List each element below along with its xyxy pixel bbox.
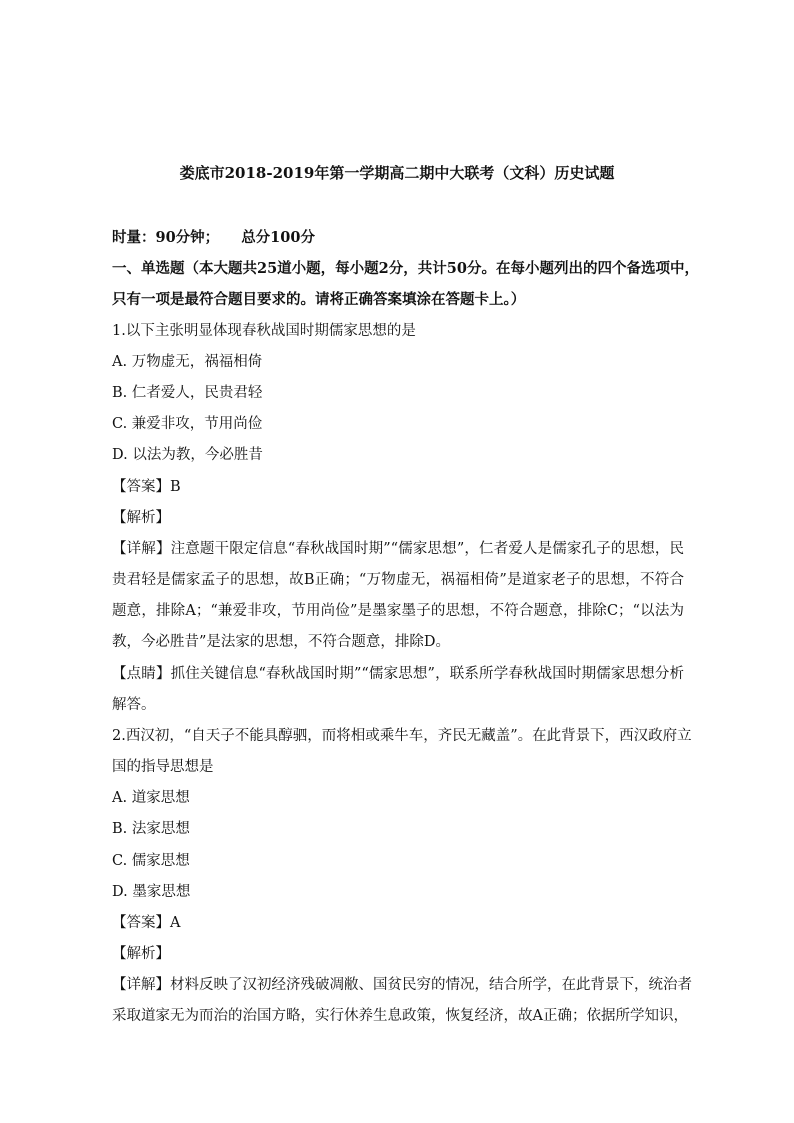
question-2-option-a: A. 道家思想	[112, 790, 190, 806]
question-1-option-d: D. 以法为教，今必胜昔	[112, 447, 263, 463]
question-2-option-c: C. 儒家思想	[112, 853, 190, 869]
question-1-answer: 【答案】B	[112, 479, 181, 495]
section-instructions-line-1: 一、单选题（本大题共25道小题，每小题2分，共计50分。在每小题列出的四个备选项中，	[112, 260, 699, 277]
exam-time: 时量：90分钟；	[112, 229, 220, 246]
question-2-option-d: D. 墨家思想	[112, 884, 191, 900]
question-2-detail-line-2: 采取道家无为而治的治国方略，实行休养生息政策，恢复经济，故A正确；依据所学知识，	[112, 1008, 688, 1024]
exam-info	[112, 228, 684, 248]
question-1-option-c: C. 兼爱非攻，节用尚俭	[112, 416, 263, 432]
question-1-detail-line-2: 贵君轻是儒家孟子的思想，故B正确；“万物虚无，祸福相倚”是道家老子的思想，不符合	[112, 572, 684, 588]
question-1-stem: 1.以下主张明显体现春秋战国时期儒家思想的是	[112, 323, 416, 339]
exam-score: 总分100分	[241, 229, 315, 246]
section-instructions-line-2: 只有一项是最符合题目要求的。请将正确答案填涂在答题卡上。）	[112, 291, 526, 308]
question-1-detail-line-3: 题意，排除A；“兼爱非攻，节用尚俭”是墨家墨子的思想，不符合题意，排除C；“以法为	[112, 603, 684, 619]
page-title: 娄底市2018-2019年第一学期高二期中大联考（文科）历史试题	[179, 164, 615, 182]
question-2-analysis-label: 【解析】	[112, 946, 170, 962]
question-1-option-a: A. 万物虚无，祸福相倚	[112, 354, 263, 370]
question-2-option-b: B. 法家思想	[112, 821, 190, 837]
question-2-stem-line-1: 2.西汉初，“自天子不能具醇驷，而将相或乘牛车，齐民无藏盖”。在此背景下，西汉政府立	[112, 728, 692, 744]
question-1-tip-line-2: 解答。	[112, 697, 156, 713]
question-1-tip-line-1: 【点睛】抓住关键信息“春秋战国时期”“儒家思想”，联系所学春秋战国时期儒家思想分析	[112, 666, 684, 682]
question-2-stem-line-2: 国的指导思想是	[112, 759, 214, 775]
question-1-detail-line-1: 【详解】注意题干限定信息“春秋战国时期”“儒家思想”，仁者爱人是儒家孔子的思想，民	[112, 541, 684, 557]
question-2-detail-line-1: 【详解】材料反映了汉初经济残破凋敝、国贫民穷的情况，结合所学，在此背景下，统治者	[112, 977, 692, 993]
question-1-detail-line-4: 教，今必胜昔”是法家的思想，不符合题意，排除D。	[112, 634, 451, 650]
question-1-option-b: B. 仁者爱人，民贵君轻	[112, 385, 263, 401]
question-1-analysis-label: 【解析】	[112, 510, 170, 526]
question-2-answer: 【答案】A	[112, 915, 181, 931]
